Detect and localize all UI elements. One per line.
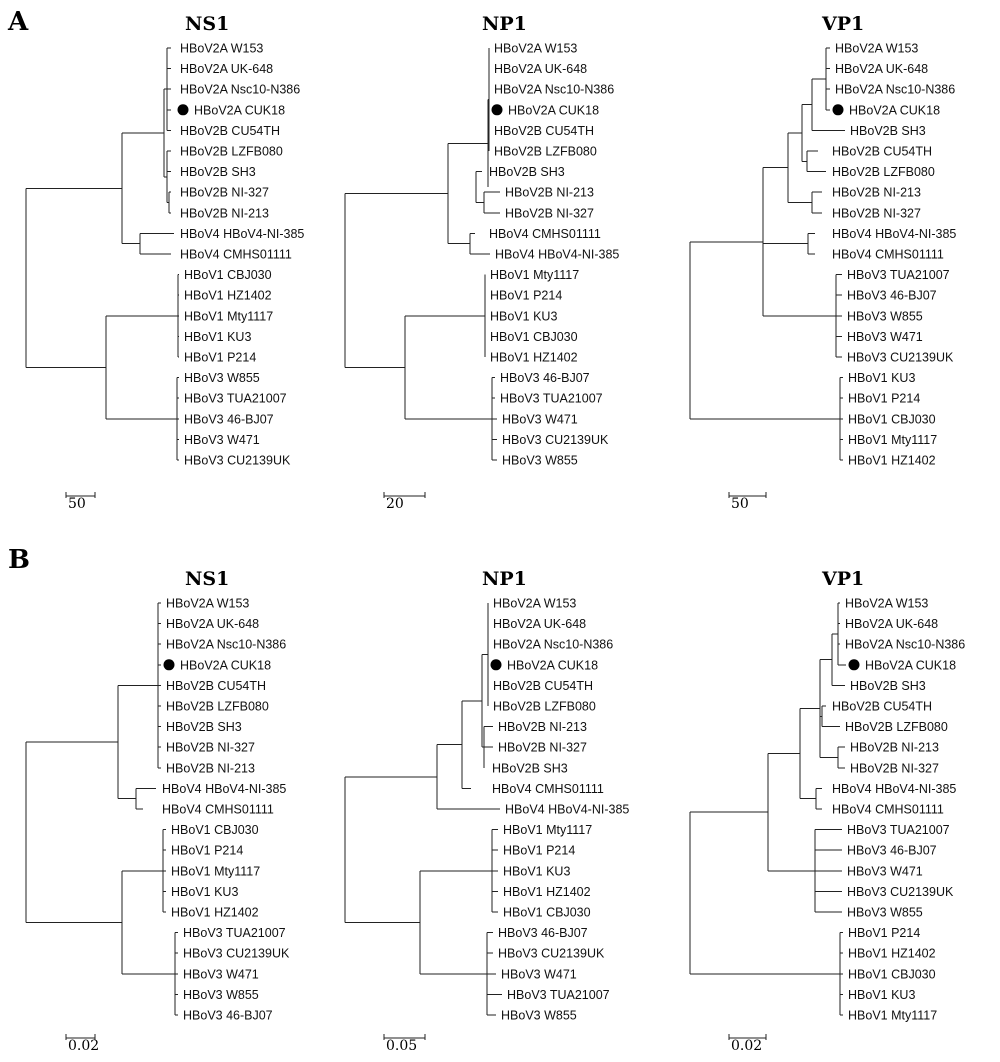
panel-a-ns1-leaf-label: HBoV2A W153 — [180, 41, 264, 56]
panel-a-np1-leaf-label: HBoV2B NI-213 — [505, 185, 594, 200]
panel-a-ns1-leaf-label: HBoV1 KU3 — [184, 329, 252, 344]
panel-b-np1-tree — [345, 568, 629, 1054]
panel-b-np1-leaf-label: HBoV2A UK-648 — [493, 617, 587, 632]
panel-b-ns1-leaf-label: HBoV2A UK-648 — [166, 617, 260, 632]
panel-b-ns1-title: NS1 — [185, 568, 230, 590]
panel-a-ns1-leaf-label: HBoV2B LZFB080 — [180, 144, 283, 159]
panel-a-ns1-leaf-label: HBoV2A CUK18 — [194, 103, 286, 118]
panel-b-np1-leaf-label: HBoV3 TUA21007 — [507, 987, 610, 1002]
panel-a-np1-leaf-label: HBoV1 HZ1402 — [490, 350, 578, 365]
panel-b-vp1-leaf-label: HBoV2A UK-648 — [845, 617, 939, 632]
panel-b-np1-leaf-label: HBoV1 HZ1402 — [503, 884, 591, 899]
panel-a-np1-leaf-label: HBoV2A Nsc10-N386 — [494, 82, 615, 97]
panel-a-ns1-leaf-label: HBoV2B NI-327 — [180, 185, 269, 200]
panel-b-vp1-leaf-label: HBoV2B LZFB080 — [845, 720, 948, 735]
panel-b-vp1-leaf-label: HBoV3 W855 — [847, 905, 923, 920]
panel-a-vp1-leaf-label: HBoV1 P214 — [848, 391, 921, 406]
panel-b-np1-leaf-label: HBoV1 Mty1117 — [503, 823, 593, 838]
panel-b-vp1-tree — [690, 568, 965, 1054]
panel-b-np1-leaf-label: HBoV1 CBJ030 — [503, 905, 591, 920]
panel-b-vp1-leaf-label: HBoV3 W471 — [847, 864, 923, 879]
panel-a-np1-leaf-label: HBoV3 W855 — [502, 453, 578, 468]
panel-a-vp1-title: VP1 — [822, 13, 865, 35]
panel-b-ns1-leaf-label: HBoV1 HZ1402 — [171, 905, 259, 920]
panel-b-ns1-leaf-label: HBoV2B NI-213 — [166, 761, 255, 776]
panel-a-vp1-leaf-label: HBoV4 CMHS01111 — [832, 247, 944, 262]
panel-a-np1-leaf-label: HBoV2A CUK18 — [508, 103, 600, 118]
panel-b-vp1-leaf-label: HBoV1 HZ1402 — [848, 946, 936, 961]
panel-b-np1-leaf-label: HBoV3 CU2139UK — [498, 946, 605, 961]
panel-b-ns1-leaf-label: HBoV3 W855 — [183, 987, 259, 1002]
panel-b-vp1-leaf-label: HBoV2B SH3 — [850, 678, 926, 693]
panel-b-np1-highlight-dot — [491, 659, 502, 670]
panel-b-vp1-title: VP1 — [822, 568, 865, 590]
panel-b-vp1-leaf-label: HBoV3 46-BJ07 — [847, 843, 937, 858]
panel-a-vp1-leaf-label: HBoV3 TUA21007 — [847, 268, 950, 283]
panel-b-ns1-leaf-label: HBoV3 TUA21007 — [183, 926, 286, 941]
panel-b-ns1-tree — [26, 568, 290, 1054]
panel-b-vp1-leaf-label: HBoV2A Nsc10-N386 — [845, 637, 966, 652]
panel-b-vp1-leaf-label: HBoV1 P214 — [848, 926, 921, 941]
panel-a-vp1-leaf-label: HBoV3 46-BJ07 — [847, 288, 937, 303]
panel-b-ns1-leaf-label: HBoV3 W471 — [183, 967, 259, 982]
panel-a-vp1-leaf-label: HBoV1 KU3 — [848, 371, 916, 386]
panel-a-np1-leaf-label: HBoV1 KU3 — [490, 309, 558, 324]
trees-layer — [26, 13, 965, 1054]
panel-a-vp1-leaf-label: HBoV3 W471 — [847, 329, 923, 344]
panel-a-np1-leaf-label: HBoV3 46-BJ07 — [500, 371, 590, 386]
panel-b-np1-leaf-label: HBoV2A W153 — [493, 596, 577, 611]
panel-a-np1-leaf-label: HBoV2B CU54TH — [494, 123, 595, 138]
panel-a-ns1-leaf-label: HBoV4 CMHS01111 — [180, 247, 292, 262]
panel-b-vp1-highlight-dot — [849, 659, 860, 670]
panel-a-vp1-highlight-dot — [833, 104, 844, 115]
panel-b-ns1-leaf-label: HBoV4 CMHS01111 — [162, 802, 274, 817]
panel-a-np1-leaf-label: HBoV2B NI-327 — [505, 206, 594, 221]
panel-a-vp1-leaf-label: HBoV4 HBoV4-NI-385 — [832, 226, 957, 241]
panel-a-ns1-leaf-label: HBoV2B SH3 — [180, 165, 256, 180]
panel-a-np1-highlight-dot — [492, 104, 503, 115]
panel-a-vp1-leaf-label: HBoV1 HZ1402 — [848, 453, 936, 468]
panel-a-np1-leaf-label: HBoV3 CU2139UK — [502, 432, 609, 447]
panel-b-np1-leaf-label: HBoV4 HBoV4-NI-385 — [505, 802, 630, 817]
panel-b-ns1-leaf-label: HBoV1 P214 — [171, 843, 244, 858]
panel-a-np1-leaf-label: HBoV2B LZFB080 — [494, 144, 597, 159]
panel-a-ns1-leaf-label: HBoV1 HZ1402 — [184, 288, 272, 303]
panel-a-ns1-leaf-label: HBoV2A Nsc10-N386 — [180, 82, 301, 97]
panel-b-ns1-leaf-label: HBoV1 CBJ030 — [171, 823, 259, 838]
panel-a-vp1-leaf-label: HBoV2B LZFB080 — [832, 165, 935, 180]
panel-b-ns1-leaf-label: HBoV3 46-BJ07 — [183, 1008, 273, 1023]
panel-a-ns1-highlight-dot — [178, 104, 189, 115]
panel-a-ns1-leaf-label: HBoV1 CBJ030 — [184, 268, 272, 283]
panel-a-ns1-leaf-label: HBoV3 W855 — [184, 371, 260, 386]
panel-b-vp1-leaf-label: HBoV4 CMHS01111 — [832, 802, 944, 817]
panel-a-vp1-leaf-label: HBoV2B CU54TH — [832, 144, 933, 159]
panel-a-np1-leaf-label: HBoV1 Mty1117 — [490, 268, 580, 283]
panel-a-vp1-leaf-label: HBoV3 W855 — [847, 309, 923, 324]
panel-b-np1-leaf-label: HBoV2B NI-327 — [498, 740, 587, 755]
panel-b-np1-leaf-label: HBoV1 P214 — [503, 843, 576, 858]
panel-a-vp1-leaf-label: HBoV2A CUK18 — [849, 103, 941, 118]
panel-b-np1-leaf-label: HBoV2B LZFB080 — [493, 699, 596, 714]
panel-b-ns1-leaf-label: HBoV2B LZFB080 — [166, 699, 269, 714]
panel-b-np1-leaf-label: HBoV2A CUK18 — [507, 658, 599, 673]
panel-b-np1-leaf-label: HBoV2B SH3 — [492, 761, 568, 776]
panel-b-vp1-leaf-label: HBoV1 CBJ030 — [848, 967, 936, 982]
panel-a-vp1-leaf-label: HBoV1 CBJ030 — [848, 412, 936, 427]
panel-a-ns1-leaf-label: HBoV3 CU2139UK — [184, 453, 291, 468]
panel-a-ns1-leaf-label: HBoV3 46-BJ07 — [184, 412, 274, 427]
panel-a-ns1-scale-label: 50 — [68, 496, 86, 512]
panel-a-ns1-leaf-label: HBoV2B NI-213 — [180, 206, 269, 221]
panel-b-ns1-leaf-label: HBoV1 KU3 — [171, 884, 239, 899]
panel-b-np1-leaf-label: HBoV4 CMHS01111 — [492, 781, 604, 796]
panel-b-np1-title: NP1 — [482, 568, 527, 590]
panel-b-np1-leaf-label: HBoV2A Nsc10-N386 — [493, 637, 614, 652]
panel-b-np1-leaf-label: HBoV1 KU3 — [503, 864, 571, 879]
panel-a-np1-leaf-label: HBoV3 W471 — [502, 412, 578, 427]
panel-a-np1-leaf-label: HBoV4 CMHS01111 — [489, 226, 601, 241]
panel-b-vp1-leaf-label: HBoV2B NI-327 — [850, 761, 939, 776]
panel-a-letter: A — [8, 7, 29, 37]
panel-a-ns1-leaf-label: HBoV3 W471 — [184, 432, 260, 447]
panel-a-np1-leaf-label: HBoV2A W153 — [494, 41, 578, 56]
panel-b-vp1-leaf-label: HBoV2A W153 — [845, 596, 929, 611]
panel-a-vp1-leaf-label: HBoV2B NI-213 — [832, 185, 921, 200]
panel-b-np1-leaf-label: HBoV3 W855 — [501, 1008, 577, 1023]
panel-b-np1-leaf-label: HBoV3 W471 — [501, 967, 577, 982]
panel-b-ns1-leaf-label: HBoV2A CUK18 — [180, 658, 272, 673]
panel-a-ns1-leaf-label: HBoV3 TUA21007 — [184, 391, 287, 406]
panel-b-ns1-leaf-label: HBoV1 Mty1117 — [171, 864, 261, 879]
panel-b-ns1-leaf-label: HBoV2B CU54TH — [166, 678, 267, 693]
panel-a-np1-leaf-label: HBoV2A UK-648 — [494, 62, 588, 77]
panel-a-vp1-leaf-label: HBoV3 CU2139UK — [847, 350, 954, 365]
panel-b-vp1-leaf-label: HBoV1 Mty1117 — [848, 1008, 938, 1023]
panel-b-vp1-leaf-label: HBoV2B NI-213 — [850, 740, 939, 755]
panel-b-ns1-leaf-label: HBoV2A W153 — [166, 596, 250, 611]
panel-b-ns1-leaf-label: HBoV3 CU2139UK — [183, 946, 290, 961]
panel-b-vp1-leaf-label: HBoV3 CU2139UK — [847, 884, 954, 899]
panel-a-vp1-leaf-label: HBoV2B SH3 — [850, 123, 926, 138]
panel-a-ns1-tree — [26, 13, 304, 512]
panel-a-np1-tree — [345, 13, 619, 512]
panel-a-ns1-leaf-label: HBoV1 Mty1117 — [184, 309, 274, 324]
panel-b-vp1-leaf-label: HBoV1 KU3 — [848, 987, 916, 1002]
panel-b-vp1-leaf-label: HBoV2A CUK18 — [865, 658, 957, 673]
panel-a-vp1-leaf-label: HBoV2A Nsc10-N386 — [835, 82, 956, 97]
panel-b-np1-leaf-label: HBoV3 46-BJ07 — [498, 926, 588, 941]
panel-a-ns1-leaf-label: HBoV1 P214 — [184, 350, 257, 365]
panel-b-ns1-leaf-label: HBoV2B NI-327 — [166, 740, 255, 755]
panel-b-ns1-leaf-label: HBoV4 HBoV4-NI-385 — [162, 781, 287, 796]
panel-a-np1-leaf-label: HBoV4 HBoV4-NI-385 — [495, 247, 620, 262]
panel-b-letter: B — [8, 545, 30, 575]
panel-b-vp1-leaf-label: HBoV4 HBoV4-NI-385 — [832, 781, 957, 796]
panel-b-vp1-leaf-label: HBoV3 TUA21007 — [847, 823, 950, 838]
panel-b-ns1-scale-label: 0.02 — [68, 1038, 100, 1054]
panel-b-vp1-leaf-label: HBoV2B CU54TH — [832, 699, 933, 714]
panel-a-np1-title: NP1 — [482, 13, 527, 35]
panel-a-vp1-leaf-label: HBoV2A W153 — [835, 41, 919, 56]
panel-a-vp1-scale-label: 50 — [731, 496, 749, 512]
panel-b-ns1-leaf-label: HBoV2B SH3 — [166, 720, 242, 735]
panel-a-ns1-leaf-label: HBoV4 HBoV4-NI-385 — [180, 226, 305, 241]
panel-a-vp1-tree — [690, 13, 956, 512]
panel-b-vp1-scale-label: 0.02 — [731, 1038, 763, 1054]
panel-a-ns1-leaf-label: HBoV2A UK-648 — [180, 62, 274, 77]
panel-a-np1-leaf-label: HBoV2B SH3 — [489, 165, 565, 180]
panel-b-ns1-highlight-dot — [164, 659, 175, 670]
panel-a-np1-leaf-label: HBoV1 P214 — [490, 288, 563, 303]
panel-a-ns1-title: NS1 — [185, 13, 230, 35]
panel-b-np1-leaf-label: HBoV2B NI-213 — [498, 720, 587, 735]
panel-a-ns1-leaf-label: HBoV2B CU54TH — [180, 123, 281, 138]
panel-a-vp1-leaf-label: HBoV2B NI-327 — [832, 206, 921, 221]
panel-b-np1-leaf-label: HBoV2B CU54TH — [493, 678, 594, 693]
panel-a-np1-leaf-label: HBoV3 TUA21007 — [500, 391, 603, 406]
panel-a-np1-scale-label: 20 — [386, 496, 404, 512]
panel-b-ns1-leaf-label: HBoV2A Nsc10-N386 — [166, 637, 287, 652]
panel-b-np1-scale-label: 0.05 — [386, 1038, 418, 1054]
panel-a-vp1-leaf-label: HBoV2A UK-648 — [835, 62, 929, 77]
panel-a-vp1-leaf-label: HBoV1 Mty1117 — [848, 432, 938, 447]
panel-a-np1-leaf-label: HBoV1 CBJ030 — [490, 329, 578, 344]
